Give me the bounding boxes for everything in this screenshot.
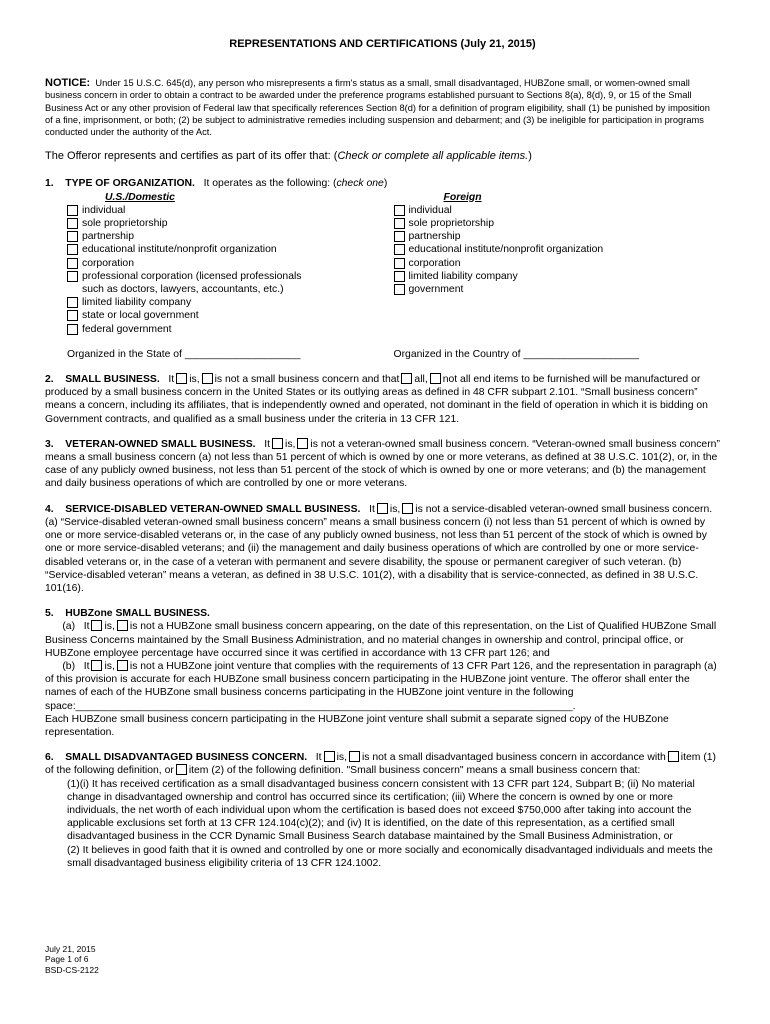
us-professional-corporation-checkbox[interactable] <box>67 271 78 282</box>
section-3-text: is, <box>285 438 296 450</box>
section-small-business <box>45 373 720 426</box>
sdb-item-1-checkbox[interactable] <box>668 751 679 762</box>
organized-state-field[interactable]: Organized in the State of ____________________ <box>67 348 301 360</box>
section-2-text: It <box>168 374 175 386</box>
lead-close: ) <box>528 150 532 163</box>
section-2-text: is, <box>189 374 200 386</box>
sdvosb-is-checkbox[interactable] <box>377 503 388 514</box>
end-items-not-all-checkbox[interactable] <box>430 373 441 384</box>
foreign-corporation-checkbox[interactable] <box>394 258 405 269</box>
foreign-option-label: government <box>408 284 464 296</box>
sdb-item-2-checkbox[interactable] <box>176 764 187 775</box>
hubzone-jv-is-not-checkbox[interactable] <box>117 660 128 671</box>
us-partnership-checkbox[interactable] <box>67 231 78 242</box>
foreign-educational-nonprofit-checkbox[interactable] <box>394 244 405 255</box>
us-option-label: state or local government <box>82 310 199 322</box>
foreign-llc-checkbox[interactable] <box>394 271 405 282</box>
section-1-italic: check one <box>336 178 384 190</box>
us-option-label: federal government <box>82 323 172 335</box>
hubzone-is-not-checkbox[interactable] <box>117 620 128 631</box>
us-option-label: limited liability company <box>82 297 192 309</box>
us-option-label: individual <box>82 204 126 216</box>
section-2-heading: SMALL BUSINESS. <box>65 374 160 386</box>
hubzone-b-text[interactable]: is not a HUBZone joint venture that complies with the requirements of 13 CFR Part 126, and the representation in paragraph (a) of this provision is accurate for each HUBZone small business concern participating in the HUBZone joint venture. The offeror shall enter the names of each of the HUBZone small business concerns participating in the HUBZone joint venture in the following space:______________________________________________________________________________________. <box>45 660 717 712</box>
us-sole-proprietorship-checkbox[interactable] <box>67 218 78 229</box>
section-3-number: 3. <box>45 438 54 450</box>
hubzone-a-text: is, <box>104 621 115 633</box>
us-educational-nonprofit-checkbox[interactable] <box>67 244 78 255</box>
section-6-number: 6. <box>45 752 54 764</box>
section-1-close: ) <box>383 178 388 190</box>
footer-page-number: Page 1 of 6 <box>45 954 89 965</box>
notice-text: Under 15 U.S.C. 645(d), any person who misrepresents a firm's status as a small, small disadvantaged, HUBZone small, or women-owned small business concern in order to obtain a contract to be awarded under the preference programs established pursuant to Sections 8(a), 8(d), 9, or 15 of the Small Business Act or any other provision of Federal law that specifically references Section 8(d) for a definition of program eligibility, shall (1) be punished by imposition of a fine, imprisonment, or both; (2) be subject to administrative remedies including suspension and debarment; and (3) be ineligible for participation in programs conducted under the authority of the Act. <box>45 78 710 138</box>
section-veteran-owned <box>45 438 720 491</box>
us-state-local-government-checkbox[interactable] <box>67 310 78 321</box>
section-2-text: all, <box>414 374 428 386</box>
section-type-of-organization <box>45 177 720 361</box>
sdb-is-not-checkbox[interactable] <box>349 751 360 762</box>
section-2-text: is not a small business concern and that <box>214 374 400 386</box>
section-hubzone <box>45 607 720 739</box>
veteran-owned-is-not-checkbox[interactable] <box>297 438 308 449</box>
us-option-label: professional corporation (licensed professionals <box>82 270 302 282</box>
section-2-text: not all end items to be furnished will be manufactured or produced by a small business concern in the United States or its outlying areas as defined in 48 CFR subpart 2.101. “Small business concern” means a concern, including its affiliates, that is independently owned and operated, not dominant in the field of operation in which it is bidding on Government contracts, and qualified as a small business under the criteria in 13 CFR 121. <box>45 374 708 425</box>
section-4-heading: SERVICE-DISABLED VETERAN-OWNED SMALL BUSINESS. <box>65 503 361 515</box>
hubzone-is-checkbox[interactable] <box>91 620 102 631</box>
sdb-is-checkbox[interactable] <box>324 751 335 762</box>
end-items-all-checkbox[interactable] <box>401 373 412 384</box>
foreign-partnership-checkbox[interactable] <box>394 231 405 242</box>
us-corporation-checkbox[interactable] <box>67 258 78 269</box>
hubzone-b-text: is, <box>104 660 115 672</box>
section-6-text: is not a small disadvantaged business concern in accordance with <box>361 752 666 764</box>
sdb-definition-1: (1)(i) It has received certification as a small disadvantaged business concern consistent with 13 CFR part 124, Subpart B; (ii) No material change in disadvantaged ownership and control has occurred since its certification; (iii) Where the concern is owned by one or more individuals, the net worth of each individual upon whom the certification is based does not exceed $750,000 after taking into account the applicable exclusions set forth at 13 CFR 124.104(c)(2); and (iv) It is identified, on the date of this representation, as a certified small disadvantaged business in the CCR Dynamic Small Business Search database maintained by the Small Business Administration, or <box>67 778 695 843</box>
foreign-sole-proprietorship-checkbox[interactable] <box>394 218 405 229</box>
section-5-heading: HUBZone SMALL BUSINESS. <box>65 608 210 620</box>
hubzone-a-text: is not a HUBZone small business concern appearing, on the date of this representation, on the List of Qualified HUBZone Small Business Concerns maintained by the Small Business Administration, and no material changes in ownership and control, principal office, or HUBZone employee percentage have occurred since it was certified in accordance with 13 CFR part 126; and <box>45 621 717 659</box>
foreign-option-label: partnership <box>408 231 461 243</box>
lead-italic: Check or complete all applicable items. <box>337 150 529 163</box>
foreign-option-label: limited liability company <box>408 270 518 282</box>
hubzone-a-text: It <box>83 621 90 633</box>
foreign-option-label: educational institute/nonprofit organization <box>408 244 604 256</box>
page-title: REPRESENTATIONS AND CERTIFICATIONS (July 21, 2015) <box>229 38 536 50</box>
section-1-heading: TYPE OF ORGANIZATION. <box>65 178 195 190</box>
foreign-option-label: sole proprietorship <box>408 218 494 230</box>
foreign-government-checkbox[interactable] <box>394 284 405 295</box>
us-domestic-title: U.S./Domestic <box>105 191 175 203</box>
section-small-disadvantaged <box>45 751 720 870</box>
section-6-heading: SMALL DISADVANTAGED BUSINESS CONCERN. <box>65 752 308 764</box>
footer-form-number: BSD-CS-2122 <box>45 964 99 975</box>
page-footer <box>45 944 99 975</box>
hubzone-closing: Each HUBZone small business concern participating in the HUBZone joint venture shall submit a separate signed copy of the HUBZone representation. <box>45 713 669 738</box>
us-option-continuation: such as doctors, lawyers, accountants, etc.) <box>82 284 284 296</box>
section-service-disabled-veteran <box>45 503 720 595</box>
section-6-text: It <box>315 752 322 764</box>
section-3-text: It <box>264 438 271 450</box>
section-6-text: item (1) of the following definition, or <box>45 752 717 777</box>
lead-text: The Offeror represents and certifies as part of its offer that: ( <box>45 150 338 163</box>
hubzone-b-text: It <box>83 660 90 672</box>
sdb-definition-2: (2) It believes in good faith that it is owned and controlled by one or more socially and economically disadvantaged individuals and meets the small disadvantaged business eligibility criteria of 13 CFR 124.1002. <box>67 844 713 869</box>
section-1-number: 1. <box>45 178 54 190</box>
us-option-label: educational institute/nonprofit organization <box>82 244 277 256</box>
foreign-option-label: corporation <box>408 257 461 269</box>
footer-date: July 21, 2015 <box>45 944 96 954</box>
section-4-text: is, <box>389 503 401 515</box>
notice-label: NOTICE: <box>45 77 91 90</box>
organized-country-field[interactable]: Organized in the Country of ____________________ <box>393 348 640 360</box>
section-2-number: 2. <box>45 374 54 386</box>
foreign-individual-checkbox[interactable] <box>394 205 405 216</box>
foreign-column <box>394 191 721 336</box>
notice <box>45 77 720 138</box>
small-business-is-checkbox[interactable] <box>176 373 187 384</box>
us-llc-checkbox[interactable] <box>67 297 78 308</box>
veteran-owned-is-checkbox[interactable] <box>272 438 283 449</box>
us-option-label: partnership <box>82 231 134 243</box>
section-6-text: item (2) of the following definition. "Small business concern" means a small business concern that: <box>188 765 641 777</box>
section-3-heading: VETERAN-OWNED SMALL BUSINESS. <box>65 438 256 450</box>
sdvosb-is-not-checkbox[interactable] <box>402 503 413 514</box>
us-domestic-column <box>67 191 394 336</box>
hubzone-b-label: (b) <box>62 660 76 672</box>
small-business-is-not-checkbox[interactable] <box>202 373 213 384</box>
us-option-label: corporation <box>82 257 134 269</box>
us-option-label: sole proprietorship <box>82 218 168 230</box>
section-4-number: 4. <box>45 503 54 515</box>
form-page <box>45 38 720 870</box>
us-federal-government-checkbox[interactable] <box>67 324 78 335</box>
us-individual-checkbox[interactable] <box>67 205 78 216</box>
hubzone-a-label: (a) <box>62 621 76 633</box>
section-4-text: is not a service-disabled veteran-owned small business concern. (a) “Service-disabled veteran-owned small business concern” means a small business concern (i) not less than 51 percent of which is owned by one or more service-disabled veterans or, in the case of any publicly owned business, not less than 51 percent of the stock of which is owned by one or more service-disabled veterans; and (ii) the management and daily business operations of which are controlled by one or more service-disabled veterans or, in the case of a veteran with permanent and severe disability, the spouse or permanent caregiver of such veteran. (b) “Service-disabled veteran” means a veteran, as defined in 38 U.S.C. 101(2), with a disability that is service-connected, as defined in 38 U.S.C. 101(16). <box>45 503 713 594</box>
section-5-number: 5. <box>45 608 54 620</box>
section-3-text: is not a veteran-owned small business concern. “Veteran-owned small business concern” means a small business concern (a) not less than 51 percent of which is owned by one or more veterans, as defined at 38 U.S.C. 101(2), or, in the case of any publicly owned business, not less than 51 percent of the stock of which is owned by one or more veterans; and (b) the management and daily business operations of which are controlled by one or more veterans. <box>45 438 720 490</box>
lead-statement <box>45 150 720 163</box>
section-6-text: is, <box>336 752 347 764</box>
section-1-text: It operates as the following: ( <box>203 178 337 190</box>
section-4-text: It <box>369 503 375 515</box>
foreign-title: Foreign <box>443 191 482 203</box>
foreign-option-label: individual <box>408 204 452 216</box>
hubzone-jv-is-checkbox[interactable] <box>91 660 102 671</box>
